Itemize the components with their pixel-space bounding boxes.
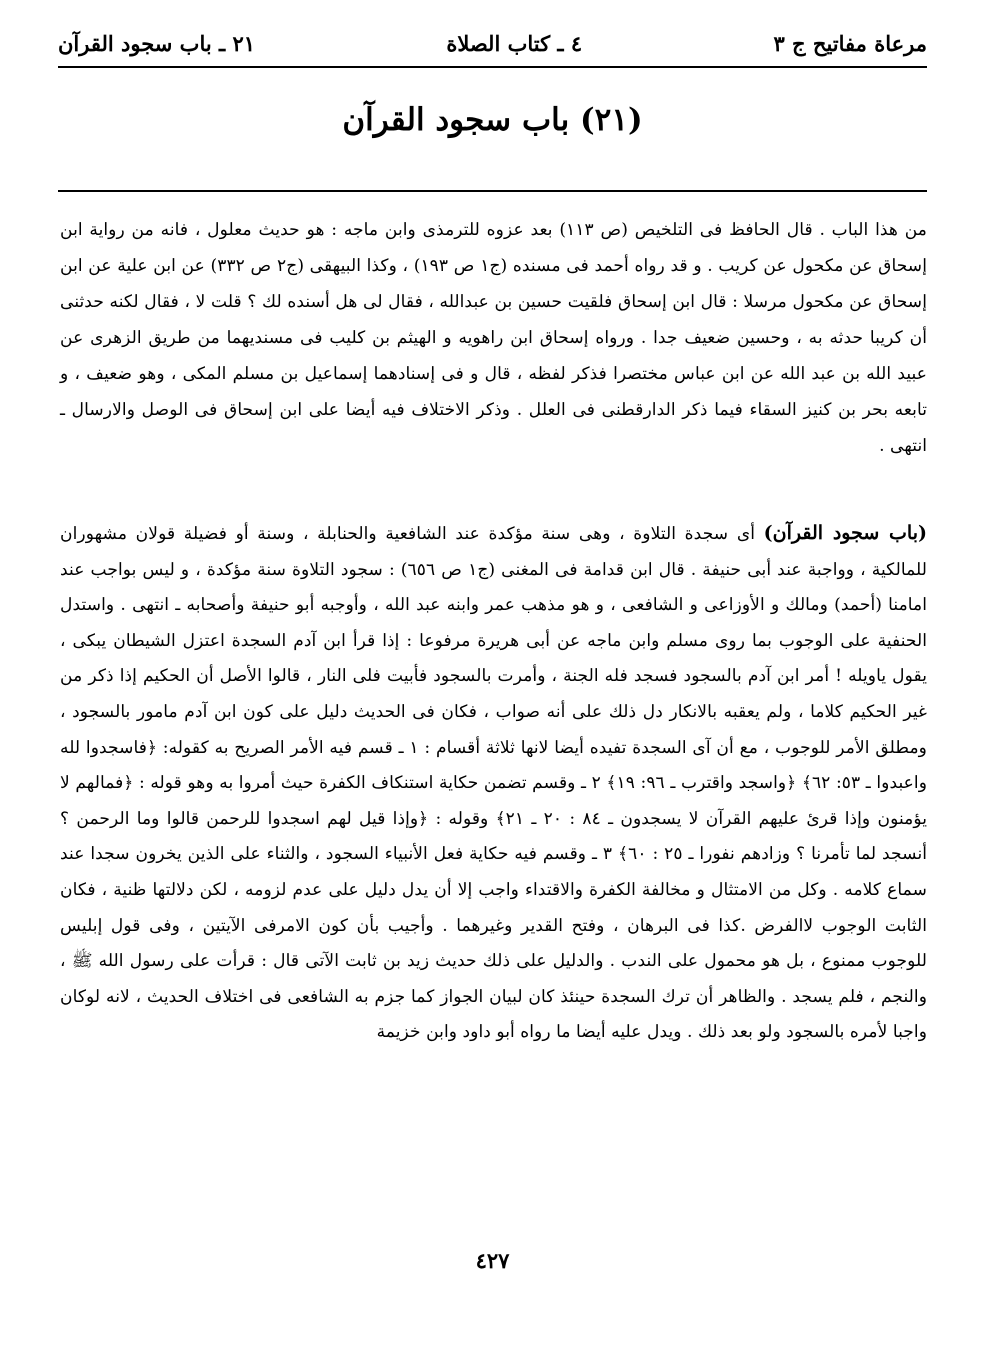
- header-book-title: مرعاة مفاتيح ج ٣: [773, 30, 927, 56]
- footnote-divider: [58, 190, 927, 192]
- header-bab: ٢١ ـ باب سجود القرآن: [58, 30, 256, 56]
- commentary-block: [60, 516, 927, 1051]
- footnote-block: [60, 212, 927, 464]
- commentary-paragraph: [60, 516, 927, 1051]
- running-header: [58, 26, 927, 60]
- header-rule: [58, 66, 927, 68]
- chapter-title: (٢١) باب سجود القرآن: [342, 102, 643, 138]
- footnote-paragraph: من هذا الباب . قال الحافظ فى التلخيص (ص ١١٣) بعد عزوه للترمذى وابن ماجه : هو حديث معلول ، فانه من رواية ابن إسحاق عن مكحول عن كريب . و قد رواه أحمد فى مسنده (ج١ ص ١٩٣) ، وكذا البيهقى (ج٢ ص ٣٣٢) عن ابن علية عن ابن إسحاق عن مكحول مرسلا : قال ابن إسحاق فلقيت حسين بن عبدالله ، فقال لى هل أسنده لك ؟ قلت لا ، فقال لكنه حدثنى أن كريبا حدثه به ، وحسين ضعيف جدا . ورواه إسحاق ابن راهويه و الهيثم بن كليب فى مسنديهما من طريق الزهرى عن عبيد الله بن عبد الله عن ابن عباس مختصرا فذكر لفظه ، قال و فى إسنادهما إسماعيل بن مسلم المكى ، وهو ضعيف ، و تابعه بحر بن كنيز السقاء فيما ذكر الدارقطنى فى العلل . وذكر الاختلاف فيه أيضا على ابن إسحاق فى الوصل والارسال ـ انتهى .: [60, 220, 927, 456]
- header-kitab: ٤ ـ كتاب الصلاة: [446, 30, 583, 56]
- section-label: (باب سجود القرآن): [763, 522, 928, 544]
- commentary-text: أى سجدة التلاوة ، وهى سنة مؤكدة عند الشافعية والحنابلة ، وسنة أو فضيلة قولان مشهوران للمالكية ، وواجبة عند أبى حنيفة . قال ابن قدامة فى المغنى (ج١ ص ٦٥٦) : سجود التلاوة سنة مؤكدة ، و ليس بواجب عند امامنا (أحمد) ومالك و الأوزاعى و الشافعى ، و هو مذهب عمر وابنه عبد الله ، وأوجبه أبو حنيفة وأصحابه ـ انتهى . واستدل الحنفية على الوجوب بما روى مسلم وابن ماجه عن أبى هريرة مرفوعا : إذا قرأ ابن آدم السجدة اعتزل الشيطان يبكى ، يقول ياويله ! أمر ابن آدم بالسجود فسجد فله الجنة ، وأمرت بالسجود فأبيت فلى النار ، قالوا الأصل أن الحكيم إذا ذكر من غير الحكيم كلاما ، ولم يعقبه بالانكار دل ذلك على أنه صواب ، فكان فى الحديث دليل على كون ابن آدم مامور بالسجود ، ومطلق الأمر للوجوب ، مع أن آى السجدة تفيده أيضا لانها ثلاثة أقسام : ١ ـ قسم فيه الأمر الصريح به كقوله: ﴿فاسجدوا لله واعبدوا ـ ٥٣: ٦٢﴾ ﴿واسجد واقترب ـ ٩٦: ١٩﴾ ٢ ـ وقسم تضمن حكاية استنكاف الكفرة حيث أمروا به وهو قوله : ﴿فمالهم لا يؤمنون وإذا قرئ عليهم القرآن لا يسجدون ـ ٨٤ : ٢٠ ـ ٢١﴾ وقوله : ﴿وإذا قيل لهم اسجدوا للرحمن قالوا وما الرحمن ؟ أنسجد لما تأمرنا ؟ وزادهم نفورا ـ ٢٥ : ٦٠﴾ ٣ ـ وقسم فيه حكاية فعل الأنبياء السجود ، والثناء على الذين يخرون سجدا عند سماع كلامه . وكل من الامتثال و مخالفة الكفرة والاقتداء واجب إلا أن يدل دليل على عدم لزومه ، لكن دلالتها ظنية ، فكان الثابت الوجوب لاالفرض .كذا فى البرهان ، وفتح القدير وغيرهما . وأجيب بأن كون الامرفى الآيتين ، وفى قول إبليس للوجوب ممنوع ، بل هو محمول على الندب . والدليل على ذلك حديث زيد بن ثابت الآتى قال : قرأت على رسول الله ﷺ ، والنجم ، فلم يسجد . والظاهر أن ترك السجدة حينئذ كان لبيان الجواز كما جزم به الشافعى فى اختلاف الحديث ، لانه لوكان واجبا لأمره بالسجود ولو بعد ذلك . ويدل عليه أيضا ما رواه أبو داود وابن خزيمة: [60, 524, 928, 1043]
- page-number: ٤٢٧: [475, 1248, 510, 1273]
